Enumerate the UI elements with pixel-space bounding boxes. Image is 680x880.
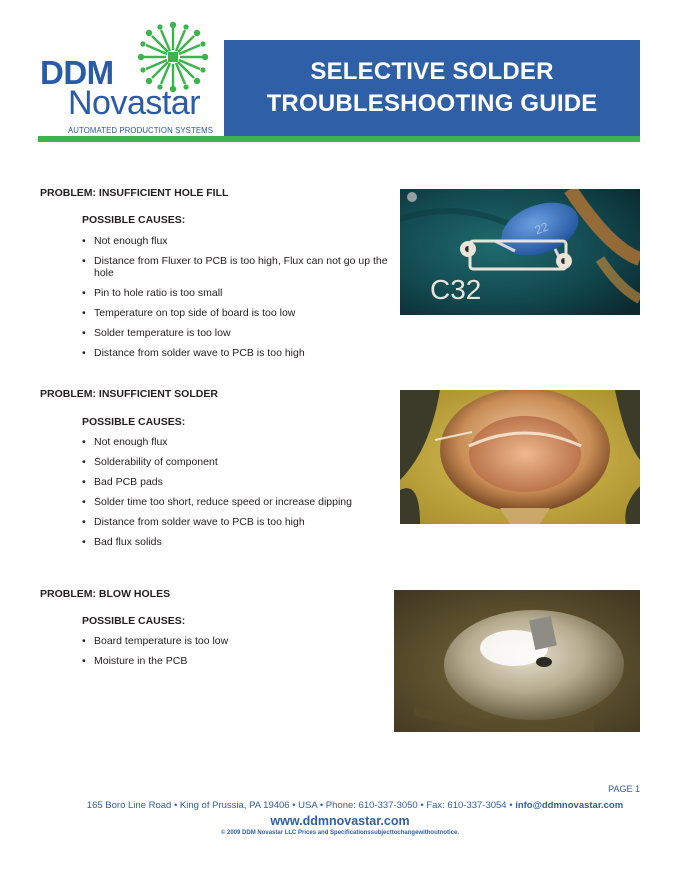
- bullet-icon: •: [82, 635, 86, 647]
- cause-text: Distance from solder wave to PCB is too high: [94, 347, 305, 359]
- bullet-icon: •: [82, 496, 86, 508]
- list-item: [82, 536, 392, 548]
- bullet-icon: •: [82, 476, 86, 488]
- address-text: 165 Boro Line Road • King of Prussia, PA 19406 • USA • Phone: 610-337-3050 • Fax: 610-337-3054 •: [86, 800, 513, 811]
- list-item: [82, 635, 392, 647]
- cause-text: Moisture in the PCB: [94, 655, 188, 667]
- cause-text: Board temperature is too low: [94, 635, 229, 647]
- solder-joint-photo-icon: [400, 390, 640, 524]
- blow-hole-photo: [394, 590, 640, 732]
- logo-novastar-text: Novastar: [68, 84, 201, 122]
- logo-ddm-text: DDM: [40, 54, 114, 91]
- cause-text: Temperature on top side of board is too low: [94, 307, 296, 319]
- causes-heading: POSSIBLE CAUSES:: [82, 214, 186, 226]
- cause-text: Not enough flux: [94, 235, 168, 247]
- title-banner: [224, 40, 640, 136]
- list-item: [82, 235, 392, 247]
- list-item: [82, 496, 392, 508]
- bullet-icon: •: [82, 307, 86, 319]
- cause-list: [82, 635, 392, 675]
- list-item: [82, 287, 392, 299]
- cause-text: Distance from solder wave to PCB is too high: [94, 516, 305, 528]
- list-item: [82, 516, 392, 528]
- bullet-icon: •: [82, 347, 86, 359]
- list-item: [82, 456, 392, 468]
- blow-hole-photo-icon: [394, 590, 640, 732]
- bullet-icon: •: [82, 456, 86, 468]
- solder-joint-photo: [400, 390, 640, 524]
- bullet-icon: •: [82, 536, 86, 548]
- bullet-icon: •: [82, 516, 86, 528]
- company-logo: [38, 18, 220, 140]
- bullet-icon: •: [82, 327, 86, 339]
- pcb-capacitor-photo-icon: [400, 189, 640, 315]
- cause-text: Solder time too short, reduce speed or increase dipping: [94, 496, 352, 508]
- header-divider: [38, 136, 640, 142]
- list-item: [82, 347, 392, 359]
- list-item: [82, 255, 392, 279]
- logo-tagline: AUTOMATED PRODUCTION SYSTEMS: [68, 126, 214, 135]
- title-line-1: SELECTIVE SOLDER: [310, 58, 554, 85]
- title-line-2: TROUBLESHOOTING GUIDE: [266, 90, 598, 117]
- footer-address: [0, 800, 680, 811]
- cause-text: Solderability of component: [94, 456, 218, 468]
- website-link[interactable]: www.ddmnovastar.com: [270, 814, 410, 828]
- pcb-capacitor-photo: [400, 189, 640, 315]
- cause-text: Pin to hole ratio is too small: [94, 287, 223, 299]
- causes-heading: POSSIBLE CAUSES:: [82, 615, 186, 627]
- list-item: [82, 436, 392, 448]
- copyright-notice: © 2009 DDM Novastar LLC Prices and Specificationssubjecttochangewithoutnotice.: [220, 830, 460, 836]
- cause-text: Solder temperature is too low: [94, 327, 231, 339]
- problem-heading: PROBLEM: BLOW HOLES: [40, 588, 171, 600]
- pcb-label: C32: [430, 274, 482, 305]
- problem-heading: PROBLEM: INSUFFICIENT SOLDER: [40, 388, 218, 400]
- causes-heading: POSSIBLE CAUSES:: [82, 416, 186, 428]
- bullet-icon: •: [82, 255, 86, 267]
- list-item: [82, 655, 392, 667]
- cause-list: [82, 436, 392, 556]
- bullet-icon: •: [82, 287, 86, 299]
- list-item: [82, 307, 392, 319]
- cause-text: Distance from Fluxer to PCB is too high, Flux can not go up the hole: [94, 255, 388, 279]
- svg-text:22: 22: [532, 219, 551, 238]
- cause-list: [82, 235, 392, 367]
- cause-text: Not enough flux: [94, 436, 168, 448]
- email-link[interactable]: info@ddmnovastar.com: [515, 800, 624, 811]
- bullet-icon: •: [82, 436, 86, 448]
- list-item: [82, 327, 392, 339]
- bullet-icon: •: [82, 655, 86, 667]
- page-number: PAGE 1: [608, 784, 640, 794]
- problem-heading: PROBLEM: INSUFFICIENT HOLE FILL: [40, 187, 229, 199]
- list-item: [82, 476, 392, 488]
- cause-text: Bad flux solids: [94, 536, 162, 548]
- bullet-icon: •: [82, 235, 86, 247]
- cause-text: Bad PCB pads: [94, 476, 163, 488]
